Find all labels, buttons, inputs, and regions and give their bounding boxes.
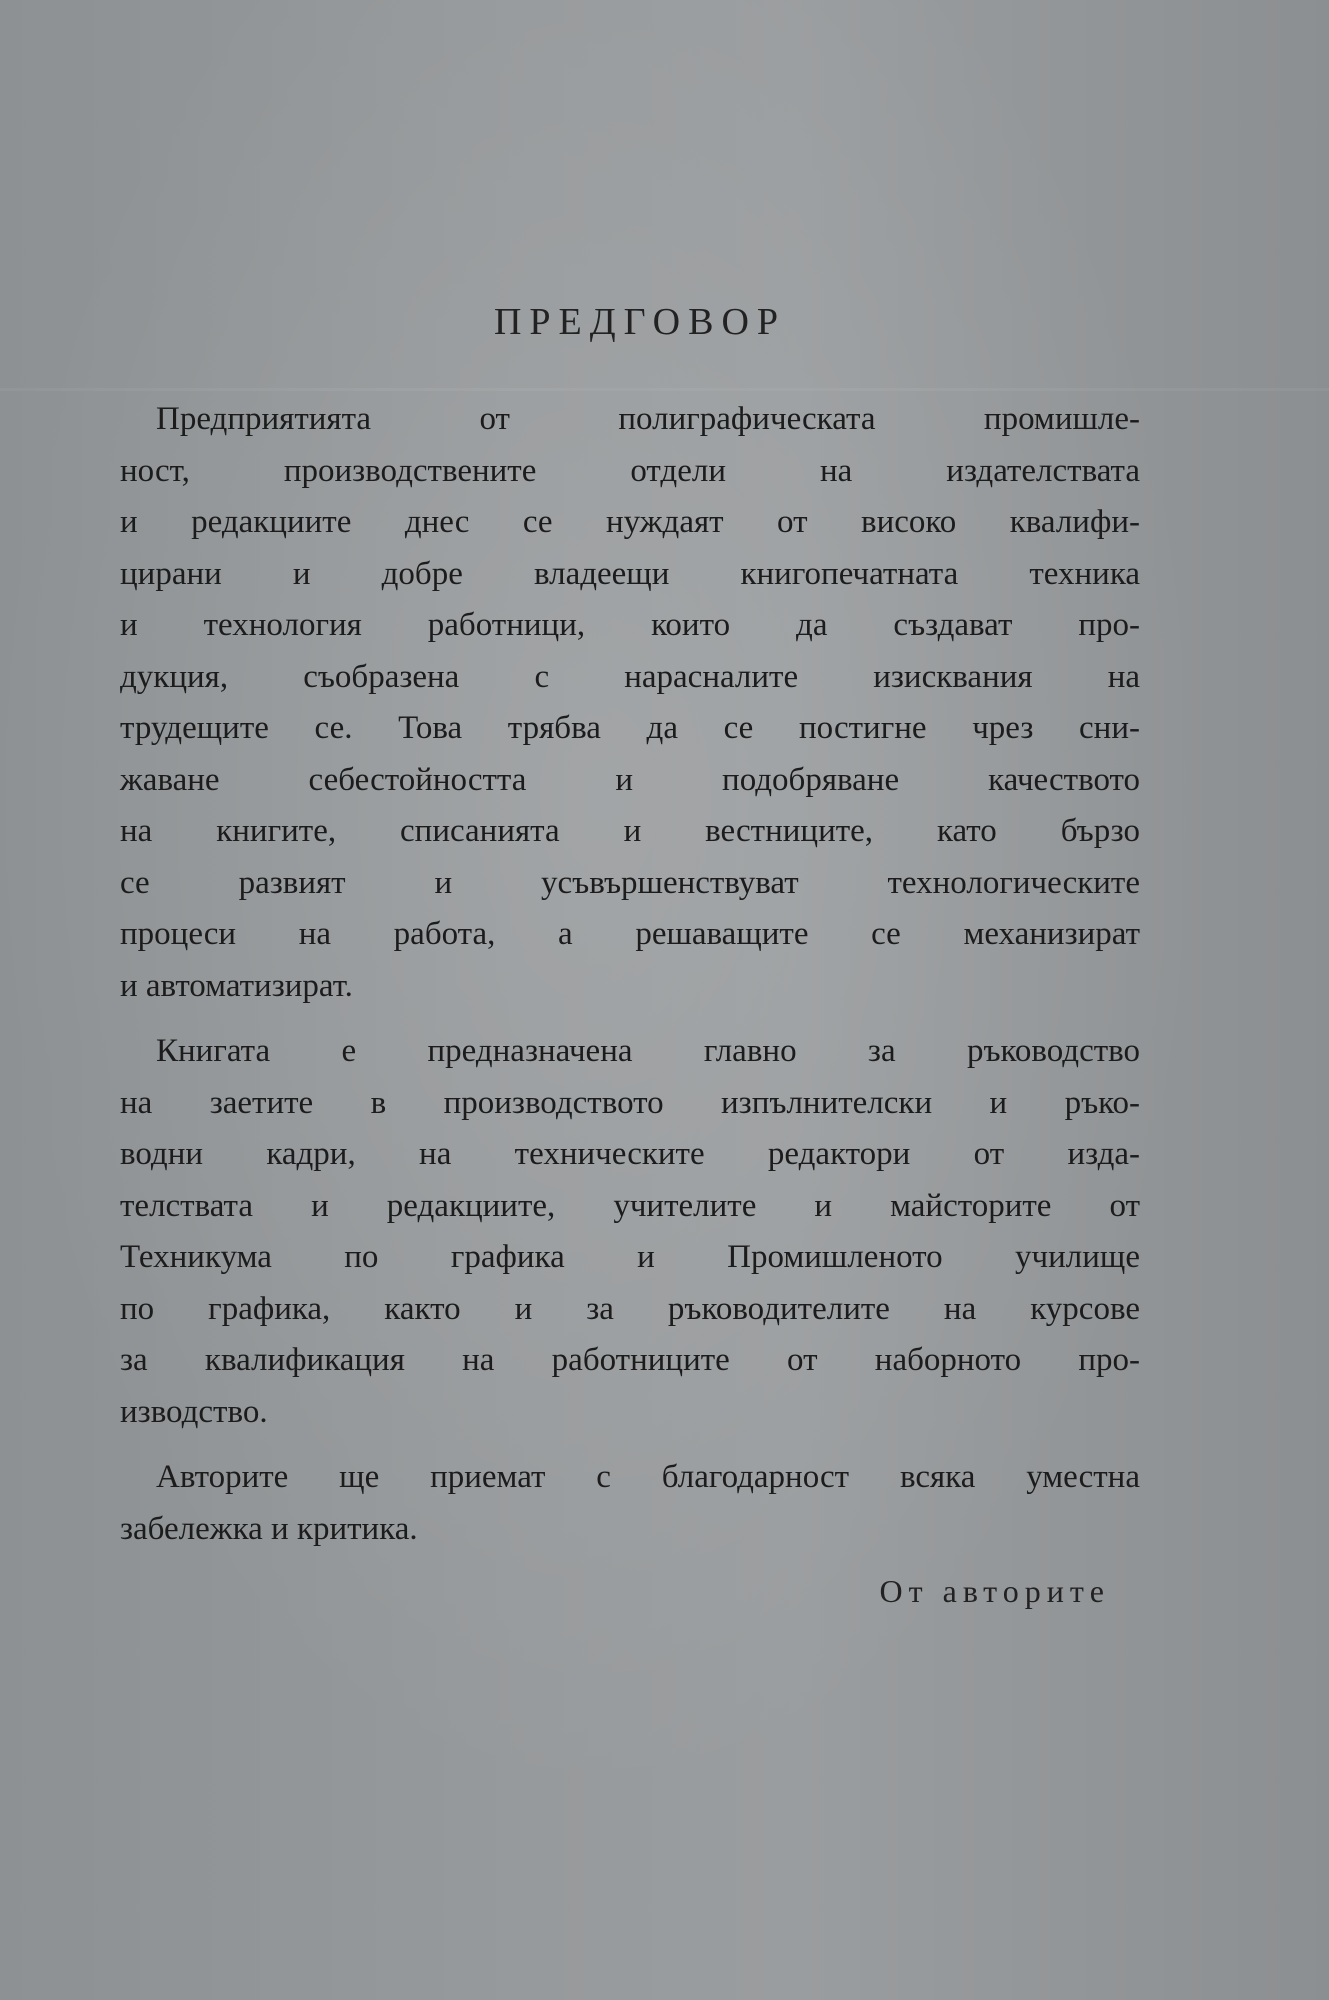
- text-line: забележка и критика.: [120, 1510, 418, 1547]
- text-line: Предприятията от полиграфическата промишле-: [156, 401, 1140, 437]
- text-line: и технология работници, които да създават про-: [120, 607, 1140, 643]
- text-line: трудещите се. Това трябва да се постигне чрез сни-: [120, 710, 1140, 746]
- text-line: Авторите ще приемат с благодарност всяка уместна: [156, 1459, 1140, 1495]
- text-line: за квалификация на работниците от наборното про-: [120, 1342, 1140, 1378]
- paragraph-3: [120, 1452, 1140, 1555]
- text-line: по графика, както и за ръководителите на курсове: [120, 1290, 1140, 1327]
- paragraph-2: [120, 1026, 1140, 1438]
- preface-title: ПРЕДГОВОР: [493, 301, 787, 343]
- text-line: на заетите в производството изпълнителски и ръко-: [120, 1084, 1140, 1121]
- text-line: дукция, съобразена с нарасналите изисквания на: [120, 658, 1140, 695]
- text-line: на книгите, списанията и вестниците, като бързо: [120, 813, 1140, 849]
- text-line: Техникума по графика и Промишленото училище: [120, 1239, 1140, 1275]
- text-line: и редакциите днес се нуждаят от високо квалифи-: [120, 504, 1140, 540]
- preface-content: [120, 300, 1140, 1610]
- signature: От авторите: [879, 1573, 1110, 1609]
- paragraph-1: [120, 394, 1140, 1012]
- text-line: телствата и редакциите, учителите и майсторите от: [120, 1187, 1140, 1224]
- text-line: се развият и усъвършенствуват технологическите: [120, 864, 1140, 901]
- text-line: Книгата е предназначена главно за ръководство: [156, 1033, 1140, 1069]
- text-line: жаване себестойността и подобряване качеството: [120, 761, 1140, 798]
- text-line: процеси на работа, а решаващите се механизират: [120, 916, 1140, 952]
- text-line: изводство.: [120, 1393, 268, 1430]
- text-line: ност, производствените отдели на издателствата: [120, 452, 1140, 489]
- text-line: и автоматизират.: [120, 967, 353, 1004]
- text-line: водни кадри, на техническите редактори от изда-: [120, 1136, 1140, 1172]
- text-line: цирани и добре владеещи книгопечатната техника: [120, 555, 1140, 592]
